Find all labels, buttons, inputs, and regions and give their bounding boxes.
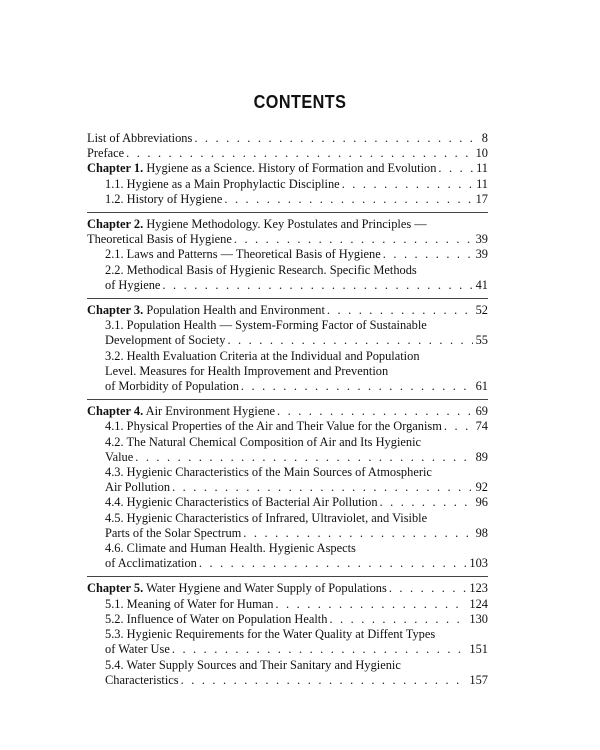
toc-section-entry[interactable] (87, 511, 488, 541)
toc-entry-title: 4.1. Physical Properties of the Air and Their Value for the Organism (105, 419, 442, 434)
toc-chapter-entry[interactable] (87, 303, 488, 318)
toc-entry-title: Chapter 4. Air Environment Hygiene (87, 404, 276, 419)
toc-entry-title: of Morbidity of Population (105, 379, 239, 394)
chapter-number: Chapter 4. (87, 404, 144, 419)
toc-section-entry[interactable] (87, 597, 488, 612)
dot-leader (383, 247, 473, 262)
chapter-divider (87, 212, 488, 213)
toc-entry-line: 3.2. Health Evaluation Criteria at the Individual and Population (105, 348, 420, 363)
page-number: 61 (475, 379, 488, 394)
chapter-number: Chapter 1. (87, 161, 144, 176)
dot-leader (438, 161, 473, 176)
toc-entry-line: 3.1. Population Health — System-Forming Factor of Sustainable (105, 318, 427, 333)
page-number: 96 (475, 495, 488, 510)
toc-entry-title: Development of Society (105, 333, 226, 348)
dot-leader (162, 278, 472, 293)
dot-leader (275, 597, 466, 612)
chapter-divider (87, 576, 488, 577)
toc-section-entry[interactable] (87, 318, 488, 348)
toc-entry-title: Theoretical Basis of Hygiene (87, 232, 232, 247)
toc-entry-title: Air Pollution (105, 480, 171, 495)
toc-section-entry[interactable] (87, 349, 488, 395)
toc-chapter-entry[interactable] (87, 146, 488, 161)
toc-section-entry[interactable] (87, 263, 488, 293)
page-number: 17 (475, 191, 488, 206)
toc-entry-title: of Acclimatization (105, 556, 197, 571)
dot-leader (126, 146, 472, 161)
toc-chapter-entry[interactable] (87, 161, 488, 176)
toc-entry-title: 5.2. Influence of Water on Population Health (105, 611, 328, 626)
toc-entry-title: Chapter 1. Hygiene as a Science. History of Formation and Evolution (87, 161, 437, 176)
toc-entry-line: Level. Measures for Health Improvement and Prevention (105, 363, 389, 378)
dot-leader (277, 404, 473, 419)
toc-entry-title: Characteristics (105, 672, 179, 687)
toc-chapter-entry[interactable] (87, 581, 488, 596)
toc-section-entry[interactable] (87, 627, 488, 657)
toc-section-entry[interactable] (87, 177, 488, 192)
chapter-divider (87, 399, 488, 400)
page-number: 157 (469, 672, 488, 687)
page-number: 130 (469, 611, 488, 626)
page-number: 151 (469, 642, 488, 657)
page-number: 124 (469, 596, 488, 611)
page-number: 39 (475, 247, 488, 262)
toc-section-entry[interactable] (87, 612, 488, 627)
toc-chapter-entry[interactable] (87, 217, 488, 247)
toc-entry-line: 2.2. Methodical Basis of Hygienic Research. Specific Methods (105, 262, 417, 277)
chapter-number: Chapter 5. (87, 581, 144, 596)
dot-leader (227, 333, 472, 348)
page-number: 74 (475, 419, 488, 434)
toc-entry-title: Chapter 5. Water Hygiene and Water Supply of Populations (87, 581, 387, 596)
dot-leader (241, 379, 473, 394)
dot-leader (199, 556, 467, 571)
toc-chapter-entry[interactable] (87, 404, 488, 419)
toc-entry-title: 1.1. Hygiene as a Main Prophylactic Discipline (105, 176, 340, 191)
toc-entry-title: Value (105, 449, 134, 464)
table-of-contents (87, 131, 488, 688)
toc-entry-title: List of Abbreviations (87, 131, 193, 145)
dot-leader (172, 480, 473, 495)
toc-entry-line: 5.4. Water Supply Sources and Their Sanitary and Hygienic (105, 657, 401, 672)
page-number: 41 (475, 277, 488, 292)
page-number: 52 (475, 303, 488, 318)
dot-leader (380, 495, 473, 510)
toc-entry-line: 4.3. Hygienic Characteristics of the Main Sources of Atmospheric (105, 465, 432, 480)
dot-leader (342, 177, 473, 192)
toc-entry-title: Parts of the Solar Spectrum (105, 525, 242, 540)
page-title: CONTENTS (253, 92, 347, 112)
page-number: 103 (469, 556, 488, 571)
dot-leader (224, 192, 472, 207)
page-number: 39 (475, 232, 488, 247)
toc-entry-title: Chapter 3. Population Health and Environment (87, 303, 325, 318)
dot-leader (389, 581, 467, 596)
dot-leader (135, 450, 472, 465)
dot-leader (243, 526, 472, 541)
toc-section-entry[interactable] (87, 192, 488, 207)
toc-entry-line: Chapter 2. Hygiene Methodology. Key Postulates and Principles — (87, 217, 427, 232)
page-number: 8 (481, 131, 488, 145)
toc-entry-title: Preface (87, 146, 125, 161)
page-number: 11 (476, 161, 488, 176)
toc-entry-line: 4.5. Hygienic Characteristics of Infrared, Ultraviolet, and Visible (105, 510, 428, 525)
dot-leader (181, 673, 467, 688)
toc-entry-title: 5.1. Meaning of Water for Human (105, 596, 274, 611)
chapter-divider (87, 298, 488, 299)
toc-entry-title: of Hygiene (105, 277, 161, 292)
page-number: 11 (476, 176, 488, 191)
toc-chapter-entry[interactable] (87, 131, 488, 146)
toc-entry-title: of Water Use (105, 642, 170, 657)
page-number: 69 (475, 404, 488, 419)
dot-leader (329, 612, 466, 627)
page-number: 98 (475, 525, 488, 540)
toc-entry-line: 4.6. Climate and Human Health. Hygienic Aspects (105, 541, 356, 556)
page-number: 92 (475, 480, 488, 495)
toc-section-entry[interactable] (87, 465, 488, 495)
page-number: 10 (475, 146, 488, 161)
page-number: 89 (475, 449, 488, 464)
toc-entry-title: 2.1. Laws and Patterns — Theoretical Basis of Hygiene (105, 247, 381, 262)
toc-section-entry[interactable] (87, 435, 488, 465)
toc-entry-title: 4.4. Hygienic Characteristics of Bacterial Air Pollution (105, 495, 378, 510)
dot-leader (194, 131, 478, 146)
chapter-number: Chapter 2. (87, 217, 144, 232)
toc-section-entry[interactable] (87, 541, 488, 571)
toc-entry-line: 5.3. Hygienic Requirements for the Water Quality at Diffent Types (105, 627, 436, 642)
toc-section-entry[interactable] (87, 247, 488, 262)
dot-leader (234, 232, 473, 247)
dot-leader (327, 303, 473, 318)
toc-section-entry[interactable] (87, 495, 488, 510)
dot-leader (444, 419, 473, 434)
toc-entry-line: 4.2. The Natural Chemical Composition of Air and Its Hygienic (105, 434, 422, 449)
page-number: 55 (475, 333, 488, 348)
page-number: 123 (469, 581, 488, 596)
toc-section-entry[interactable] (87, 419, 488, 434)
chapter-number: Chapter 3. (87, 303, 144, 318)
toc-section-entry[interactable] (87, 658, 488, 688)
toc-entry-title: 1.2. History of Hygiene (105, 191, 223, 206)
dot-leader (172, 642, 467, 657)
